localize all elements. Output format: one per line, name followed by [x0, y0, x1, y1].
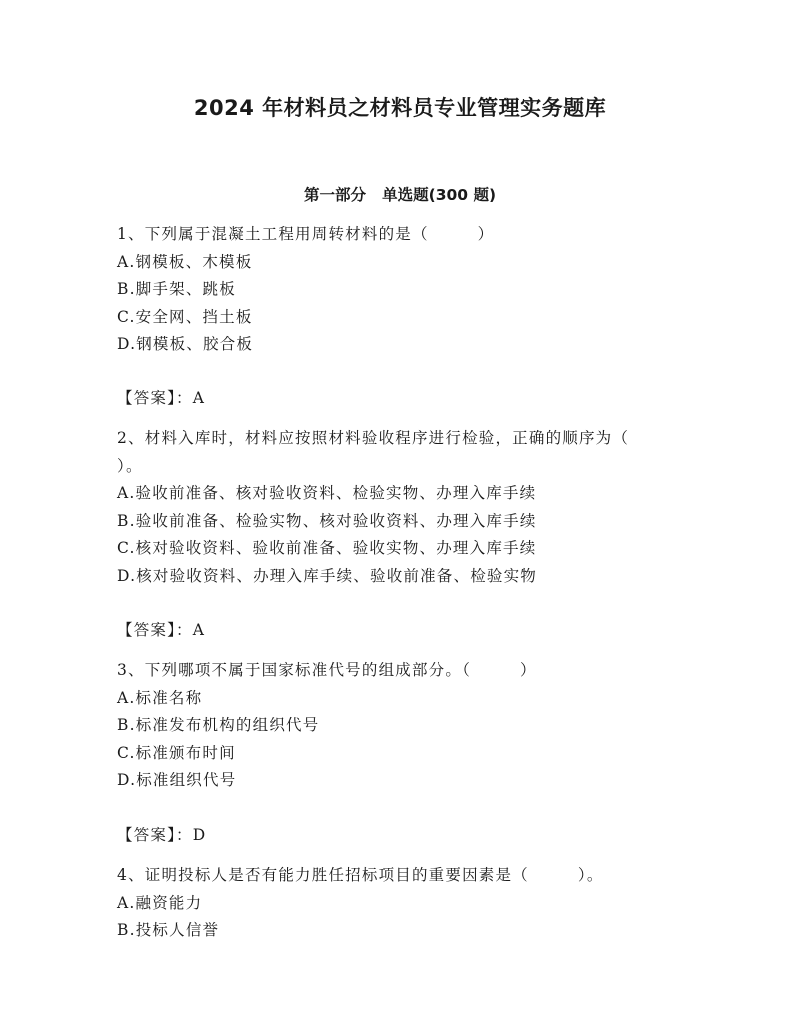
- document-title: 2024 年材料员之材料员专业管理实务题库: [193, 96, 607, 120]
- option-c: C.核对验收资料、验收前准备、验收实物、办理入库手续: [117, 539, 537, 557]
- question-2: [117, 425, 697, 590]
- option-b: B.脚手架、跳板: [117, 280, 236, 298]
- option-b: B.验收前准备、检验实物、核对验收资料、办理入库手续: [117, 511, 537, 530]
- answer-3: 【答案】：D: [117, 826, 207, 844]
- question-stem: 3、下列哪项不属于国家标准代号的组成部分。（ ）: [117, 661, 537, 679]
- option-a: A.标准名称: [117, 688, 203, 707]
- option-a: A.融资能力: [117, 893, 203, 912]
- option-d: D.标准组织代号: [117, 771, 237, 789]
- question-stem-continued: ）。: [117, 456, 143, 475]
- question-stem: 4、证明投标人是否有能力胜任招标项目的重要因素是（ ）。: [117, 866, 604, 884]
- answer-1: 【答案】：A: [117, 389, 206, 407]
- option-d: D.核对验收资料、办理入库手续、验收前准备、检验实物: [117, 566, 538, 585]
- question-stem: 1、下列属于混凝土工程用周转材料的是（ ）: [117, 225, 495, 243]
- question-3: [117, 657, 697, 795]
- section-title: 第一部分 单选题(300 题): [303, 186, 497, 204]
- option-d: D.钢模板、胶合板: [117, 335, 254, 353]
- option-b: B.投标人信誉: [117, 921, 220, 939]
- question-4: [117, 862, 697, 945]
- question-1: [117, 221, 697, 359]
- option-a: A.验收前准备、核对验收资料、检验实物、办理入库手续: [117, 484, 537, 502]
- option-b: B.标准发布机构的组织代号: [117, 716, 320, 734]
- option-a: A.钢模板、木模板: [117, 252, 253, 271]
- question-stem: 2、材料入库时，材料应按照材料验收程序进行检验，正确的顺序为（: [117, 429, 630, 447]
- option-c: C.安全网、挡土板: [117, 307, 253, 326]
- option-c: C.标准颁布时间: [117, 743, 236, 762]
- answer-2: 【答案】：A: [117, 621, 206, 639]
